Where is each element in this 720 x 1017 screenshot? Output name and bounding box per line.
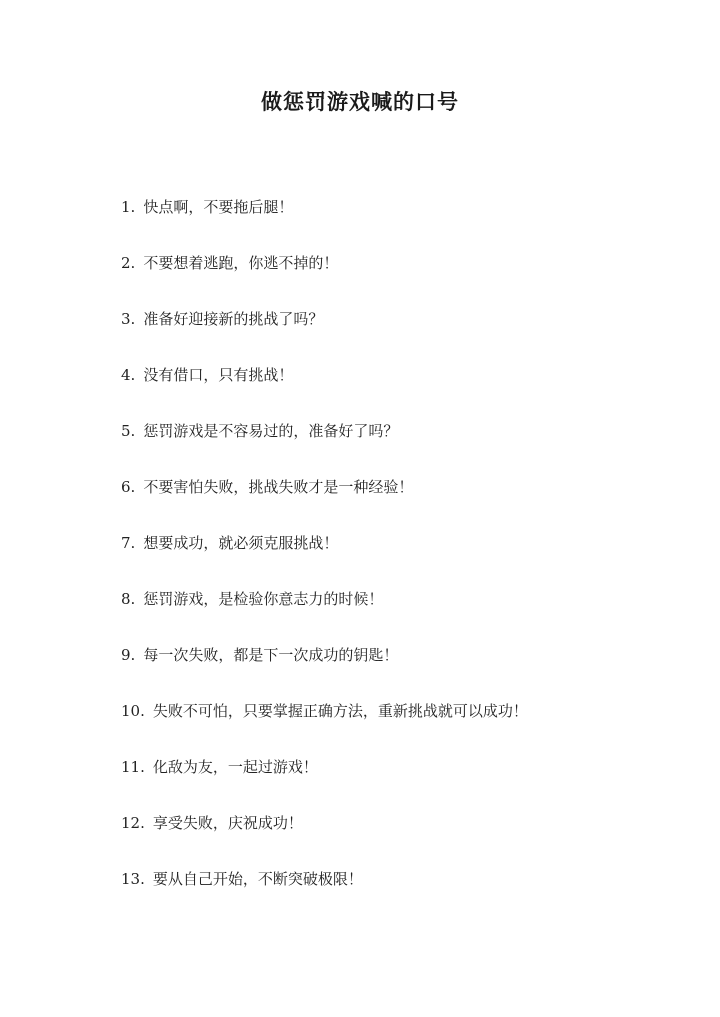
item-text: 享受失败，庆祝成功！	[152, 814, 303, 832]
item-text: 想要成功，就必须克服挑战！	[143, 534, 339, 552]
list-item	[121, 643, 528, 699]
item-number: 7.	[121, 534, 136, 552]
list-item	[121, 419, 528, 475]
item-number: 3.	[121, 310, 136, 328]
list-item	[121, 475, 528, 531]
item-text: 每一次失败，都是下一次成功的钥匙！	[143, 646, 399, 664]
page-title: 做惩罚游戏喊的口号	[261, 89, 459, 114]
item-number: 9.	[121, 646, 136, 664]
item-number: 10.	[121, 702, 145, 720]
item-number: 2.	[121, 254, 136, 272]
item-number: 8.	[121, 590, 136, 608]
slogan-list	[121, 195, 528, 923]
item-text: 不要想着逃跑，你逃不掉的！	[143, 254, 339, 272]
item-number: 6.	[121, 478, 136, 496]
item-text: 没有借口，只有挑战！	[143, 366, 294, 384]
item-text: 准备好迎接新的挑战了吗？	[143, 310, 324, 328]
item-text: 惩罚游戏，是检验你意志力的时候！	[143, 590, 384, 608]
item-text: 化敌为友，一起过游戏！	[152, 758, 318, 776]
list-item	[121, 699, 528, 755]
item-number: 1.	[121, 198, 136, 216]
list-item	[121, 531, 528, 587]
item-number: 5.	[121, 422, 136, 440]
item-text: 要从自己开始，不断突破极限！	[152, 870, 363, 888]
item-text: 失败不可怕，只要掌握正确方法，重新挑战就可以成功！	[152, 702, 528, 720]
item-number: 4.	[121, 366, 136, 384]
item-number: 11.	[121, 758, 145, 776]
list-item	[121, 811, 528, 867]
item-text: 惩罚游戏是不容易过的，准备好了吗？	[143, 422, 399, 440]
list-item	[121, 755, 528, 811]
item-number: 13.	[121, 870, 145, 888]
item-text: 不要害怕失败，挑战失败才是一种经验！	[143, 478, 414, 496]
list-item	[121, 195, 528, 251]
list-item	[121, 363, 528, 419]
item-number: 12.	[121, 814, 145, 832]
list-item	[121, 307, 528, 363]
list-item	[121, 867, 528, 923]
list-item	[121, 587, 528, 643]
item-text: 快点啊，不要拖后腿！	[143, 198, 294, 216]
list-item	[121, 251, 528, 307]
